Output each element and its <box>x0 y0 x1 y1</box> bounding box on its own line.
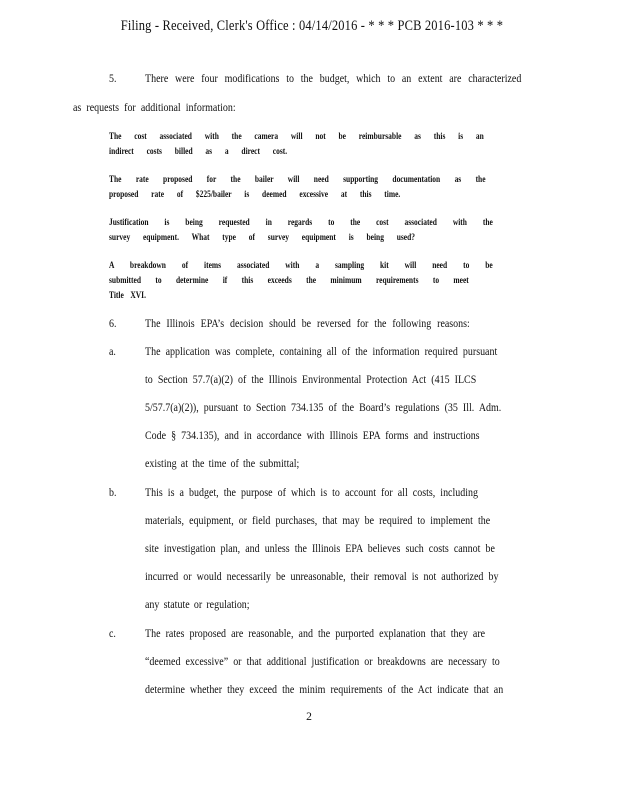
paragraph-5-number: 5. <box>109 72 117 85</box>
paragraph-6-number: 6. <box>109 317 117 330</box>
quote-1-line-2: indirect costs billed as a direct cost. <box>109 146 288 157</box>
filing-stamp-header: Filing - Received, Clerk's Office : 04/14/2016 - * * * PCB 2016-103 * * * <box>120 18 504 34</box>
quote-3-line-1: Justification is being requested in regards to the cost associated with the <box>109 217 493 228</box>
paragraph-5-line-2: as requests for additional information: <box>73 101 236 114</box>
item-a-line-1: The application was complete, containing all of the information required pursuant <box>145 345 498 358</box>
item-b-label: b. <box>109 486 117 499</box>
quote-1-line-1: The cost associated with the camera will not be reimbursable as this is an <box>109 131 484 142</box>
item-c-line-2: “deemed excessive” or that additional justification or breakdowns are necessary to <box>145 655 500 668</box>
item-a-line-4: Code § 734.135), and in accordance with Illinois EPA forms and instructions <box>145 429 480 442</box>
item-c-line-3: determine whether they exceed the minim requirements of the Act indicate that an <box>145 683 504 696</box>
quote-4-line-1: A breakdown of items associated with a sampling kit will need to be <box>109 260 493 271</box>
page-number: 2 <box>306 710 312 723</box>
item-b-line-1: This is a budget, the purpose of which is to account for all costs, including <box>145 486 478 499</box>
paragraph-6-text: The Illinois EPA’s decision should be reversed for the following reasons: <box>145 317 470 330</box>
quote-4-line-2: submitted to determine if this exceeds the minimum requirements to meet <box>109 275 469 286</box>
quote-2-line-2: proposed rate of $225/bailer is deemed excessive at this time. <box>109 189 401 200</box>
paragraph-5-line-1: There were four modifications to the budget, which to an extent are characterized <box>145 72 522 85</box>
item-b-line-3: site investigation plan, and unless the Illinois EPA believes such costs cannot be <box>145 542 495 555</box>
item-b-line-4: incurred or would necessarily be unreasonable, their removal is not authorized by <box>145 570 499 583</box>
item-b-line-2: materials, equipment, or field purchases, that may be required to implement the <box>145 514 491 527</box>
item-c-line-1: The rates proposed are reasonable, and the purported explanation that they are <box>145 627 486 640</box>
item-a-line-2: to Section 57.7(a)(2) of the Illinois Environmental Protection Act (415 ILCS <box>145 373 477 386</box>
item-a-line-3: 5/57.7(a)(2)), pursuant to Section 734.135 of the Board’s regulations (35 Ill. Adm. <box>145 401 502 414</box>
quote-4-line-3: Title XVI. <box>109 290 146 301</box>
item-c-label: c. <box>109 627 116 640</box>
item-a-label: a. <box>109 345 116 358</box>
quote-3-line-2: survey equipment. What type of survey equipment is being used? <box>109 232 416 243</box>
item-a-line-5: existing at the time of the submittal; <box>145 457 300 470</box>
item-b-line-5: any statute or regulation; <box>145 598 250 611</box>
quote-2-line-1: The rate proposed for the bailer will need supporting documentation as the <box>109 174 486 185</box>
